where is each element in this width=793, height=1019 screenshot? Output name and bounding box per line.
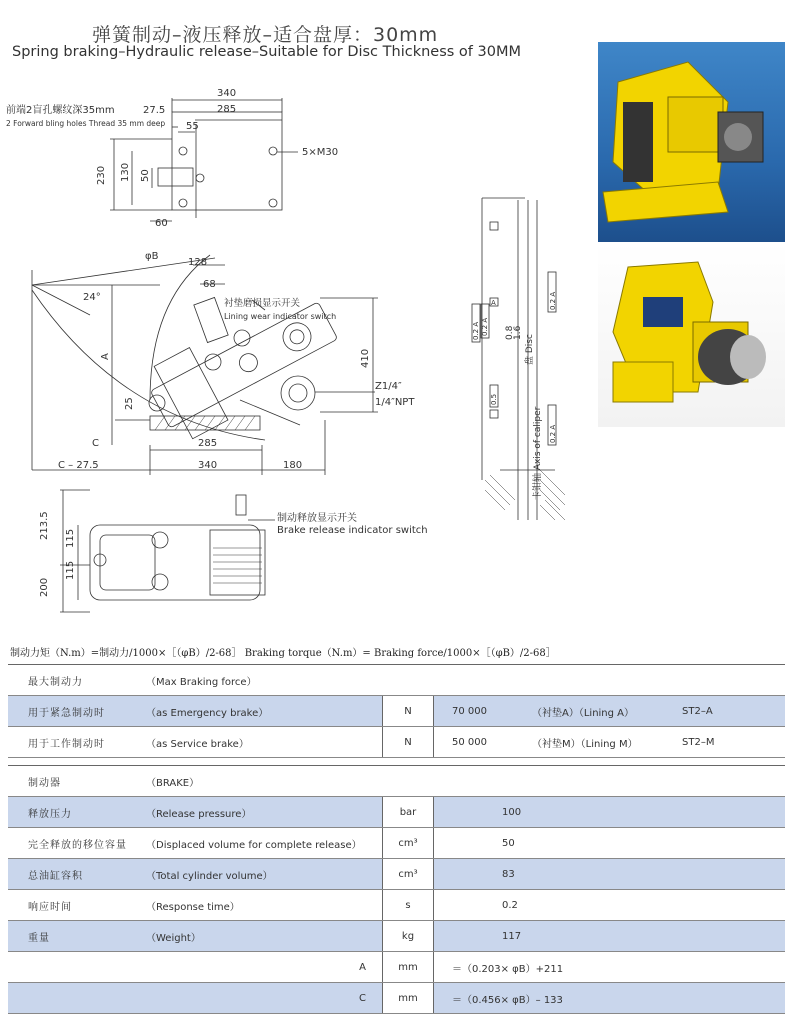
row-unit: cm³ [383, 859, 434, 890]
row-value: 100 [434, 797, 786, 828]
table-row [8, 797, 785, 828]
table-row [8, 952, 785, 983]
tolerance-2: 0.2 A [472, 321, 480, 340]
row-cn: 完全释放的移位容量 [8, 828, 146, 859]
table-row [8, 828, 785, 859]
tolerance-5: 0.2 A [549, 424, 557, 443]
brake-spec-table [8, 765, 785, 1014]
row-model: ST2–A [682, 696, 785, 727]
dim-68: 68 [203, 279, 216, 290]
dim-27-5: 27.5 [143, 105, 166, 116]
row-cn: 用于工作制动时 [8, 727, 146, 758]
row-en: A [146, 952, 383, 983]
table-row [8, 890, 785, 921]
row-value: 117 [434, 921, 786, 952]
row-cn [8, 983, 146, 1014]
row-unit: bar [383, 797, 434, 828]
dim-115-b: 115 [65, 560, 76, 580]
dim-340: 340 [217, 88, 237, 99]
port-label-2: 1/4″NPT [375, 397, 415, 408]
side-view [32, 251, 415, 475]
row-unit: mm [383, 952, 434, 983]
blind-hole-note-en: 2 Forward bling holes Thread 35 mm deep [6, 119, 166, 128]
dim-phi-b: φB [145, 251, 159, 262]
caliper-axis-label: 卡钳轴 Axis of caliper [533, 406, 543, 500]
braking-force-table [8, 664, 785, 758]
dim-50: 50 [140, 169, 151, 182]
dim-c: C [92, 438, 99, 449]
caliper-photo-front [598, 42, 785, 242]
dim-c-minus: C – 27.5 [58, 460, 99, 471]
dim-285-side: 285 [198, 438, 218, 449]
row-unit: mm [383, 983, 434, 1014]
row-value: 50 000 [434, 727, 533, 758]
row-value: 50 [434, 828, 786, 859]
header-cn: 制动器 [8, 766, 146, 797]
row-cn [8, 952, 146, 983]
tolerance-4: 0.5 [490, 393, 498, 405]
row-value: 0.2 [434, 890, 786, 921]
row-cn: 释放压力 [8, 797, 146, 828]
tolerance-3: 0.2 A [481, 317, 489, 336]
row-en: （Weight） [146, 921, 383, 952]
disc-label: 盘 Disc [525, 334, 535, 365]
tolerance-1: 0.2 A [549, 291, 557, 310]
row-value: ＝（0.456× φB）– 133 [434, 983, 786, 1014]
table-row [8, 921, 785, 952]
header-en: （BRAKE） [146, 766, 785, 797]
dim-180: 180 [283, 460, 303, 471]
row-lining: （衬垫M）（Lining M） [532, 727, 682, 758]
top-view [6, 88, 338, 229]
release-switch-label-en: Brake release indicator switch [277, 525, 428, 536]
title-chinese: 弹簧制动–液压释放–适合盘厚：30mm [92, 24, 439, 46]
dim-128: 128 [188, 257, 208, 268]
row-en: （Displaced volume for complete release） [146, 828, 383, 859]
row-en: C [146, 983, 383, 1014]
port-label-1: Z1/4″ [375, 381, 402, 392]
row-lining: （衬垫A）（Lining A） [532, 696, 682, 727]
dim-285: 285 [217, 104, 237, 115]
dim-340-side: 340 [198, 460, 218, 471]
table-row [8, 983, 785, 1014]
dim-130: 130 [120, 162, 131, 182]
dim-0-8: 0.8 [505, 325, 515, 340]
row-en: （as Service brake） [146, 727, 383, 758]
dim-213-5: 213.5 [39, 511, 50, 540]
caliper-photo-rear [598, 242, 785, 427]
row-unit: s [383, 890, 434, 921]
row-en: （Total cylinder volume） [146, 859, 383, 890]
table-row [8, 727, 785, 758]
dim-200: 200 [39, 577, 50, 597]
row-unit: kg [383, 921, 434, 952]
table-row [8, 696, 785, 727]
dim-25: 25 [124, 397, 135, 410]
row-model: ST2–M [682, 727, 785, 758]
row-cn: 响应时间 [8, 890, 146, 921]
header-cn: 最大制动力 [8, 665, 146, 696]
row-value: ＝（0.203× φB）+211 [434, 952, 786, 983]
dim-115-a: 115 [65, 528, 76, 548]
row-en: （Release pressure） [146, 797, 383, 828]
table-header-row [8, 665, 785, 696]
braking-torque-formula: 制动力矩（N.m）=制动力/1000×［（φB）/2-68］ Braking torque（N.m）= Braking force/1000×［（φB）/2-68］ [10, 648, 556, 659]
dim-230: 230 [96, 165, 107, 185]
dim-410: 410 [360, 348, 371, 368]
dim-a: A [100, 353, 111, 360]
blind-hole-note-cn: 前端2盲孔螺纹深35mm [6, 105, 115, 116]
row-value: 70 000 [434, 696, 533, 727]
row-cn: 用于紧急制动时 [8, 696, 146, 727]
header-en: （Max Braking force） [146, 665, 785, 696]
table-header-row [8, 766, 785, 797]
section-view [472, 198, 565, 520]
row-unit: cm³ [383, 828, 434, 859]
technical-drawing [0, 0, 600, 640]
table-row [8, 859, 785, 890]
title-english: Spring braking–Hydraulic release–Suitable for Disc Thickness of 30MM [12, 44, 521, 60]
dim-1-6: 1.6 [513, 325, 523, 340]
dim-angle: 24° [83, 292, 101, 303]
row-cn: 总油缸容积 [8, 859, 146, 890]
row-en: （Response time） [146, 890, 383, 921]
wear-switch-label-en: Lining wear indicator switch [224, 312, 337, 321]
row-unit: N [383, 696, 434, 727]
row-unit: N [383, 727, 434, 758]
dim-60: 60 [155, 218, 168, 229]
release-switch-label-cn: 制动释放显示开关 [277, 513, 357, 524]
wear-switch-label-cn: 衬垫磨损显示开关 [224, 298, 301, 309]
dim-55: 55 [186, 121, 199, 132]
row-cn: 重量 [8, 921, 146, 952]
datum-a: A [491, 299, 496, 307]
bottom-view [39, 490, 428, 612]
row-en: （as Emergency brake） [146, 696, 383, 727]
row-value: 83 [434, 859, 786, 890]
thread-label: 5×M30 [302, 147, 339, 158]
